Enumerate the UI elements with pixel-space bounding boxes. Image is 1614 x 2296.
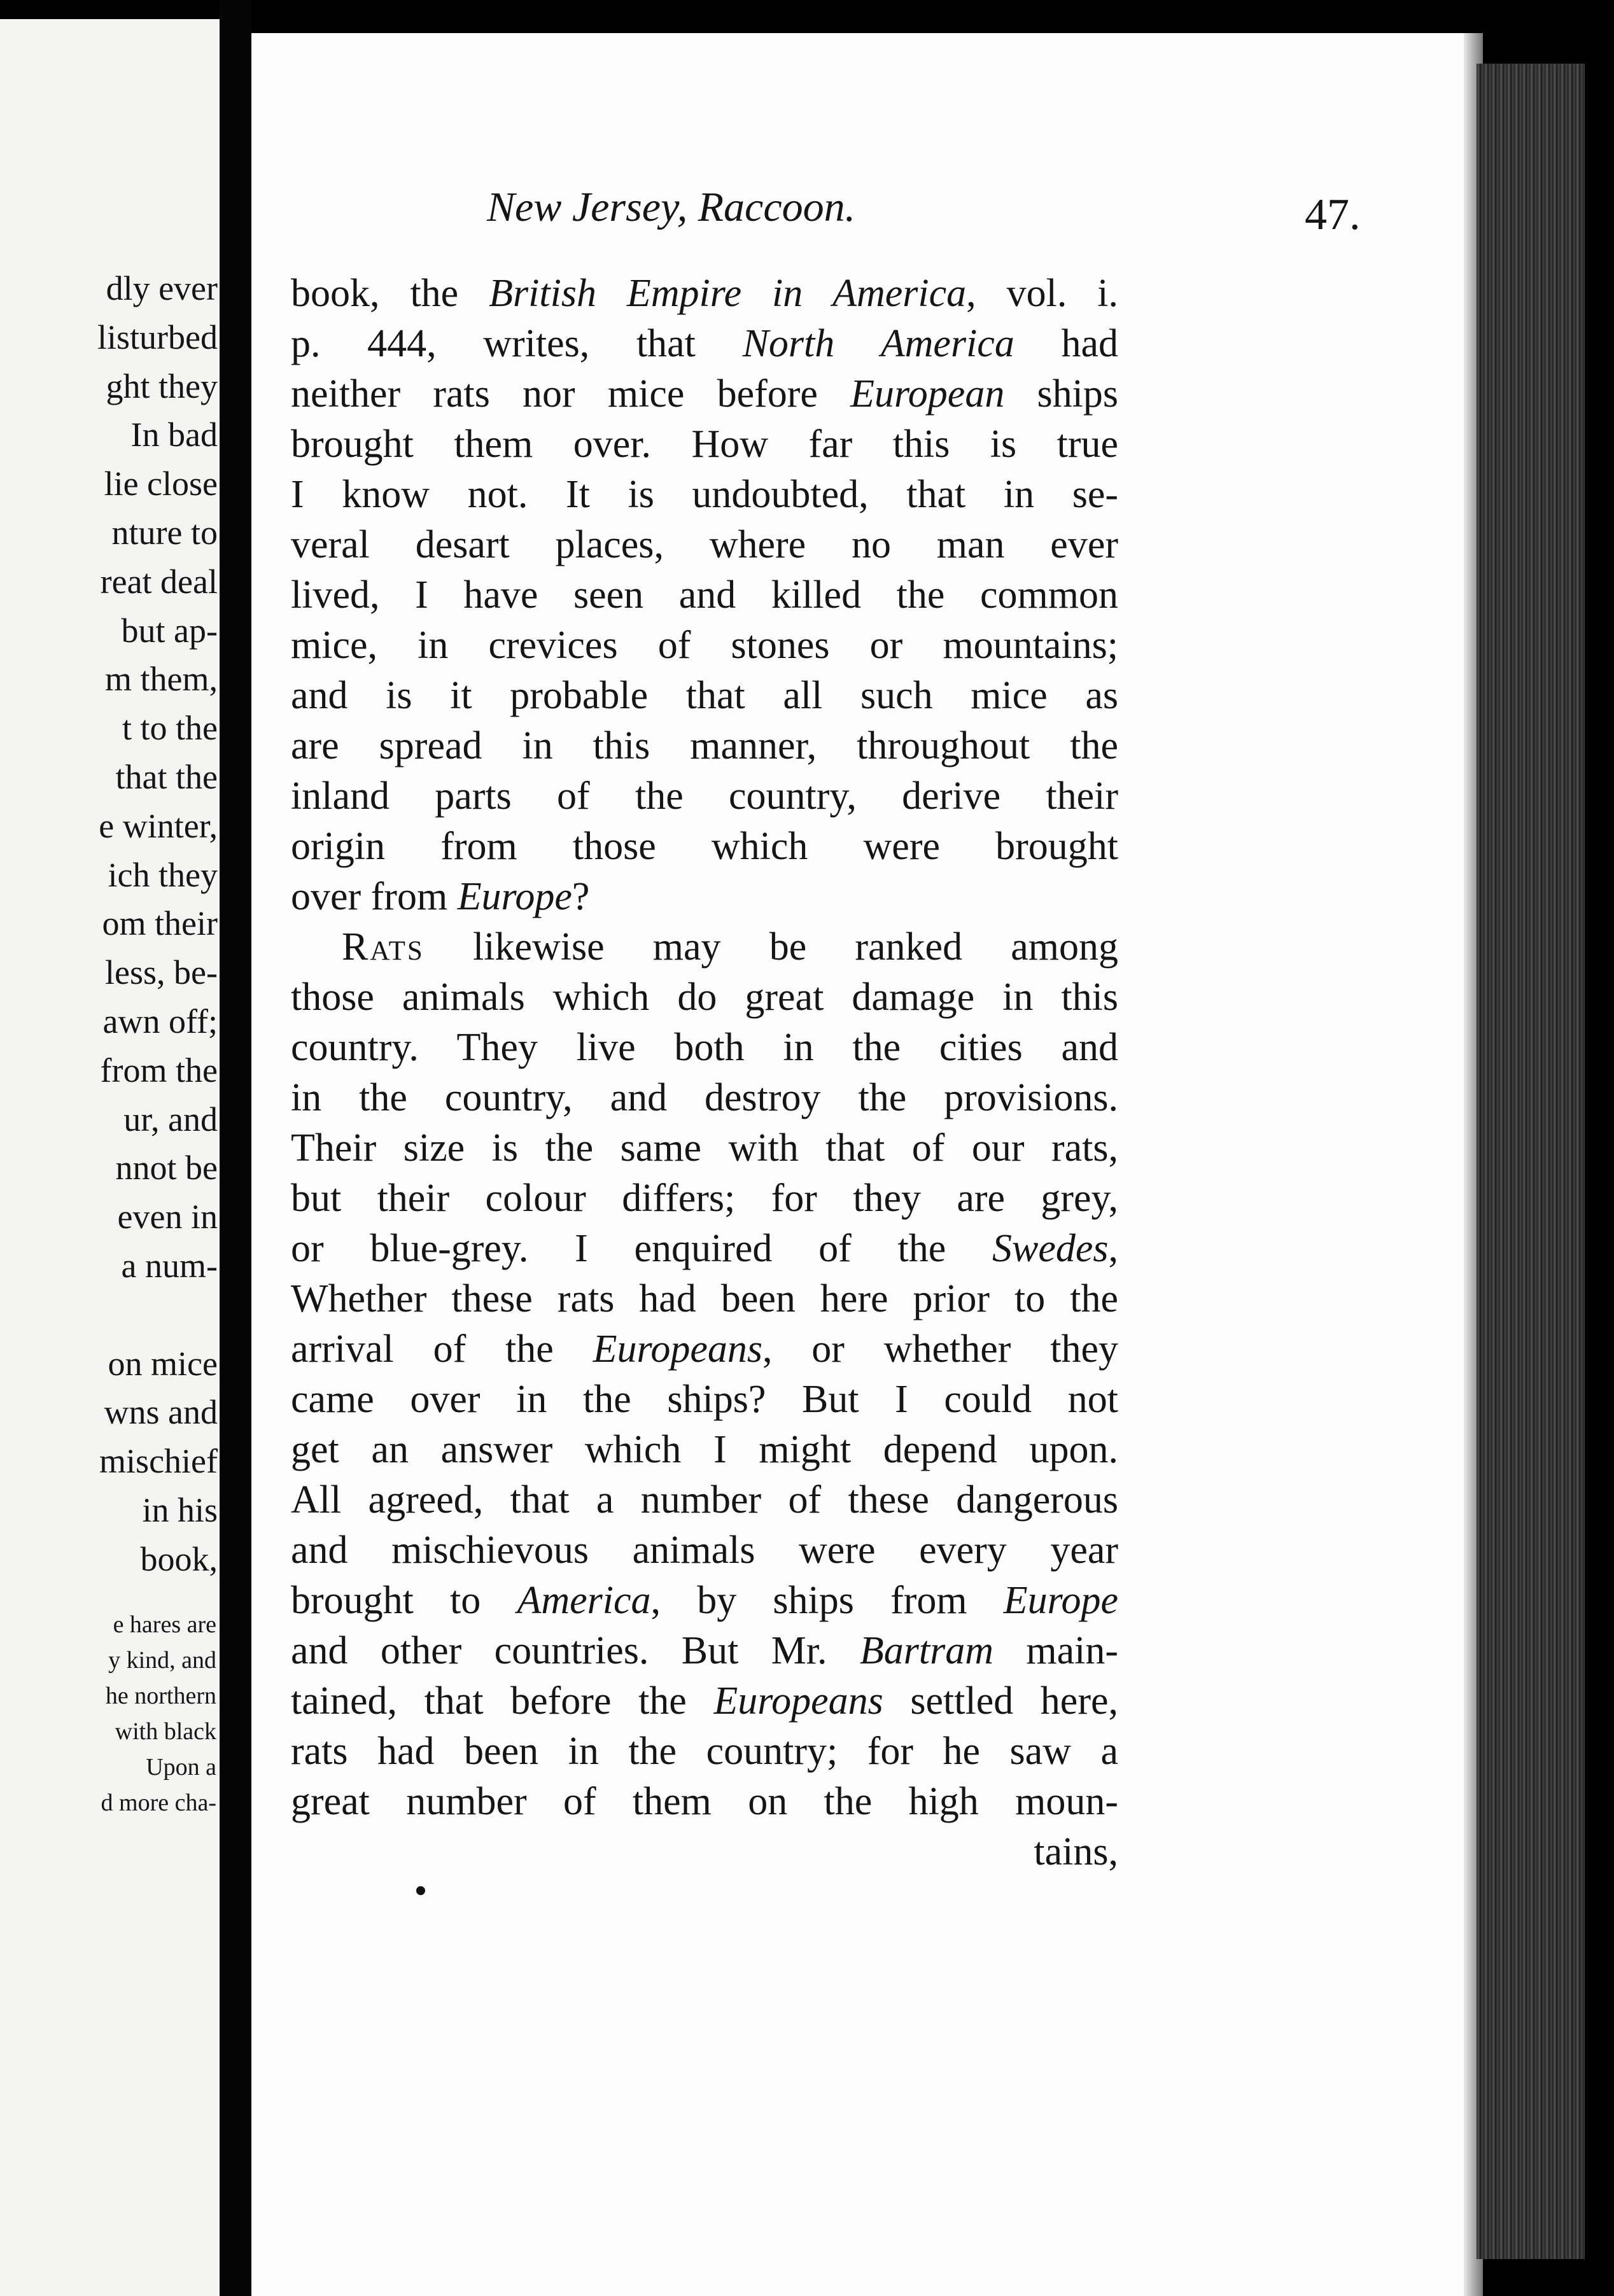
text-run: lived, I have seen and killed the common bbox=[291, 573, 1118, 617]
text-run: origin from those which were brought bbox=[291, 825, 1118, 868]
facing-page-line: m them, bbox=[105, 660, 218, 699]
facing-page-line: ur, and bbox=[123, 1100, 218, 1138]
facing-page-line: mischief bbox=[99, 1442, 218, 1481]
text-line bbox=[291, 721, 1118, 771]
facing-page-note-line: y kind, and bbox=[108, 1647, 216, 1674]
text-line bbox=[291, 1726, 1118, 1777]
text-line bbox=[291, 570, 1118, 620]
text-line bbox=[291, 520, 1118, 570]
text-line bbox=[291, 822, 1118, 872]
text-line bbox=[291, 620, 1118, 671]
facing-page-line: dly ever bbox=[106, 269, 218, 307]
text-line bbox=[291, 319, 1118, 369]
text-line bbox=[291, 1023, 1118, 1073]
text-line bbox=[291, 1375, 1118, 1425]
text-line bbox=[291, 1274, 1118, 1324]
text-line bbox=[291, 269, 1118, 319]
text-run: book, the bbox=[291, 272, 489, 315]
facing-page bbox=[0, 19, 220, 2296]
facing-page-line: nnot be bbox=[115, 1149, 218, 1187]
text-run: brought them over. How far this is true bbox=[291, 423, 1118, 466]
facing-page-note-line: he northern bbox=[105, 1683, 216, 1709]
text-run: veral desart places, where no man ever bbox=[291, 523, 1118, 566]
text-line bbox=[291, 1073, 1118, 1123]
facing-page-note-line: with black bbox=[115, 1718, 216, 1745]
text-run: brought to bbox=[291, 1579, 517, 1622]
italic-text: Europe bbox=[457, 875, 572, 918]
text-run: p. 444, writes, that bbox=[291, 322, 743, 365]
book-fore-edge bbox=[1477, 64, 1585, 2259]
facing-page-line: In bad bbox=[130, 416, 218, 454]
facing-page-line: e winter, bbox=[99, 806, 218, 845]
text-line bbox=[291, 1525, 1118, 1576]
facing-page-line: even in bbox=[117, 1198, 218, 1236]
text-line bbox=[291, 470, 1118, 520]
italic-text: Europe bbox=[1003, 1579, 1118, 1622]
text-run: tains, bbox=[1034, 1830, 1118, 1873]
small-caps-text: Rats bbox=[342, 925, 425, 969]
text-run: or blue-grey. I enquired of the bbox=[291, 1227, 992, 1270]
facing-page-note-line: Upon a bbox=[146, 1754, 216, 1781]
facing-page-line: on mice bbox=[108, 1344, 218, 1383]
facing-page-line: in his bbox=[142, 1490, 218, 1529]
italic-text: Swedes bbox=[992, 1227, 1109, 1270]
text-run: over from bbox=[291, 875, 458, 918]
text-run: neither rats nor mice before bbox=[291, 372, 851, 416]
italic-text: British Empire in America bbox=[489, 272, 967, 315]
text-run: and is it probable that all such mice as bbox=[291, 674, 1118, 717]
text-run: are spread in this manner, throughout the bbox=[291, 724, 1118, 767]
ink-speck bbox=[416, 1886, 425, 1895]
facing-page-text bbox=[97, 264, 218, 1584]
text-run: and mischievous animals were every year bbox=[291, 1529, 1118, 1572]
text-run: in the country, and destroy the provisions. bbox=[291, 1076, 1118, 1119]
text-run: ? bbox=[572, 875, 590, 918]
text-run: ships bbox=[1004, 372, 1119, 416]
running-title: New Jersey, Raccoon. bbox=[487, 184, 856, 230]
facing-page-line: ght they bbox=[106, 367, 218, 405]
text-run: rats had been in the country; for he saw a bbox=[291, 1730, 1118, 1773]
facing-page-line: listurbed bbox=[97, 318, 218, 356]
text-run: had bbox=[1014, 322, 1118, 365]
text-run: Their size is the same with that of our rats, bbox=[291, 1126, 1118, 1170]
text-run: , or whether they bbox=[762, 1327, 1119, 1371]
text-line bbox=[291, 1173, 1118, 1224]
italic-text: North America bbox=[742, 322, 1014, 365]
italic-text: Bartram bbox=[859, 1629, 994, 1672]
text-line bbox=[291, 369, 1118, 419]
text-line bbox=[291, 671, 1118, 721]
text-run: but their colour differs; for they are grey, bbox=[291, 1177, 1118, 1220]
text-line bbox=[291, 1626, 1118, 1676]
text-line bbox=[291, 1123, 1118, 1173]
facing-page-line: that the bbox=[115, 757, 218, 796]
italic-text: Europeans bbox=[713, 1679, 883, 1723]
text-line bbox=[291, 1827, 1118, 1877]
page-number: 47. bbox=[1305, 190, 1361, 239]
facing-page-line: but ap- bbox=[121, 611, 218, 650]
page-header bbox=[487, 183, 1422, 253]
facing-page-line: ich they bbox=[108, 855, 218, 894]
text-line bbox=[291, 1777, 1118, 1827]
text-run: , vol. i. bbox=[966, 272, 1119, 315]
text-run: mice, in crevices of stones or mountains; bbox=[291, 624, 1118, 667]
facing-page-line: lie close bbox=[104, 465, 218, 503]
facing-page-footnote bbox=[101, 1607, 216, 1821]
text-line bbox=[291, 1324, 1118, 1375]
text-line bbox=[291, 972, 1118, 1023]
text-line bbox=[291, 922, 1118, 972]
facing-page-line: book, bbox=[140, 1539, 218, 1578]
text-line bbox=[291, 419, 1118, 470]
italic-text: America bbox=[517, 1579, 651, 1622]
text-run: great number of them on the high moun- bbox=[291, 1780, 1118, 1823]
facing-page-line: reat deal bbox=[100, 562, 218, 601]
facing-page-note-line: e hares are bbox=[113, 1611, 216, 1638]
book-gutter bbox=[220, 0, 251, 2296]
body-text bbox=[291, 269, 1118, 1877]
facing-page-line: nture to bbox=[111, 513, 218, 552]
facing-page-line: wns and bbox=[104, 1393, 218, 1432]
facing-page-line: awn off; bbox=[102, 1002, 218, 1040]
text-run: I know not. It is undoubted, that in se- bbox=[291, 473, 1118, 516]
text-line bbox=[291, 1224, 1118, 1274]
text-run: get an answer which I might depend upon. bbox=[291, 1428, 1118, 1471]
facing-page-line: from the bbox=[100, 1051, 218, 1089]
text-line bbox=[291, 872, 1118, 922]
italic-text: Europeans bbox=[593, 1327, 762, 1371]
text-run: main- bbox=[993, 1629, 1119, 1672]
facing-page-line bbox=[97, 1291, 218, 1340]
text-run: and other countries. But Mr. bbox=[291, 1629, 860, 1672]
text-line bbox=[291, 1475, 1118, 1525]
text-line bbox=[291, 1576, 1118, 1626]
text-run: , by ships from bbox=[650, 1579, 1004, 1622]
facing-page-line: t to the bbox=[122, 709, 218, 748]
facing-page-line: a num- bbox=[121, 1246, 218, 1285]
text-run: tained, that before the bbox=[291, 1679, 714, 1723]
text-run: country. They live both in the cities and bbox=[291, 1026, 1118, 1069]
text-run: came over in the ships? But I could not bbox=[291, 1378, 1118, 1421]
text-line bbox=[291, 771, 1118, 822]
text-line bbox=[291, 1676, 1118, 1726]
text-run: inland parts of the country, derive their bbox=[291, 774, 1118, 818]
text-run: those animals which do great damage in this bbox=[291, 976, 1118, 1019]
text-run: All agreed, that a number of these dangerous bbox=[291, 1478, 1118, 1522]
facing-page-note-line: d more cha- bbox=[101, 1789, 216, 1816]
text-run: likewise may be ranked among bbox=[424, 925, 1118, 969]
text-run: arrival of the bbox=[291, 1327, 593, 1371]
book-page bbox=[251, 33, 1477, 2296]
italic-text: European bbox=[850, 372, 1005, 416]
text-run: settled here, bbox=[883, 1679, 1118, 1723]
text-run: Whether these rats had been here prior to the bbox=[291, 1277, 1118, 1320]
facing-page-line: om their bbox=[102, 904, 218, 943]
text-line bbox=[291, 1425, 1118, 1475]
text-run: , bbox=[1108, 1227, 1118, 1270]
facing-page-line: less, be- bbox=[105, 953, 218, 992]
